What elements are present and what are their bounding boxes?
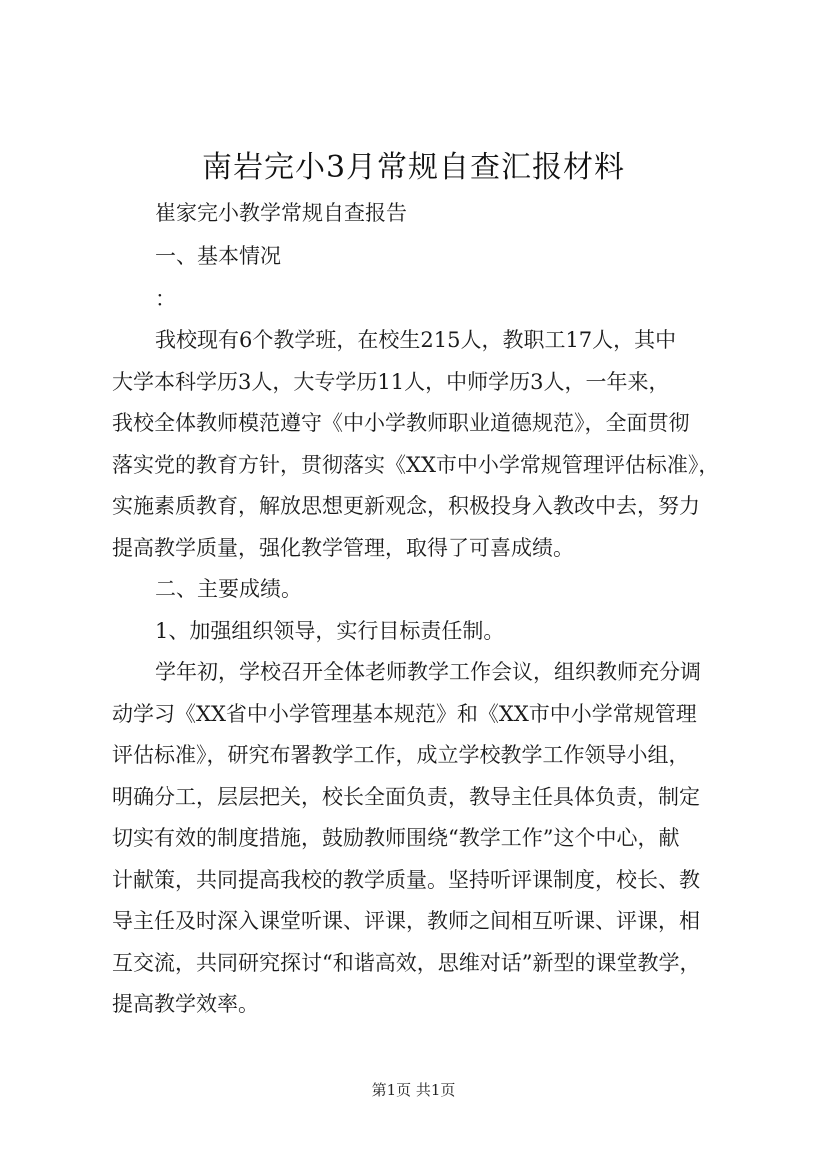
paragraph-line: 提高教学效率。 (112, 992, 259, 1016)
paragraph-line: 计献策，共同提高我校的教学质量。坚持听评课制度，校长、教 (112, 868, 700, 892)
paragraph-line: 提高教学质量，强化教学管理，取得了可喜成绩。 (112, 536, 574, 560)
paragraph-line: 实施素质教育，解放思想更新观念，积极投身入教改中去，努力 (112, 494, 700, 518)
paragraph-line: 导主任及时深入课堂听课、评课，教师之间相互听课、评课，相 (112, 909, 700, 933)
paragraph-line: 明确分工，层层把关，校长全面负责，教导主任具体负责，制定 (112, 785, 700, 809)
page-footer: 第1页 共1页 (371, 1081, 456, 1099)
colon-line: ： (155, 287, 176, 311)
paragraph-line: 切实有效的制度措施，鼓励教师围绕“教学工作”这个中心，献 (112, 826, 680, 850)
paragraph-line: 互交流，共同研究探讨“和谐高效，思维对话”新型的课堂教学， (112, 951, 701, 975)
document-title: 南岩完小3月常规自查汇报材料 (201, 150, 626, 185)
subtitle-line: 崔家完小教学常规自查报告 (155, 201, 407, 225)
paragraph-line: 动学习《XX省中小学管理基本规范》和《XX市中小学常规管理 (112, 702, 697, 726)
subsection-heading: 1、加强组织领导，实行目标责任制。 (155, 619, 505, 643)
section-heading-basic: 一、基本情况 (155, 244, 281, 268)
paragraph-line: 我校现有6个教学班，在校生215人，教职工17人，其中 (155, 328, 677, 352)
paragraph-line: 我校全体教师模范遵守《中小学教师职业道德规范》，全面贯彻 (112, 411, 690, 435)
paragraph-line: 大学本科学历3人，大专学历11人，中师学历3人，一年来， (112, 370, 670, 394)
paragraph-line: 学年初，学校召开全体老师教学工作会议，组织教师充分调 (155, 660, 701, 684)
paragraph-line: 落实党的教育方针，贯彻落实《XX市中小学常规管理评估标准》， (112, 453, 720, 477)
paragraph-line: 评估标准》，研究布署教学工作，成立学校教学工作领导小组， (112, 743, 690, 767)
section-heading-achievements: 二、主要成绩。 (155, 577, 302, 601)
